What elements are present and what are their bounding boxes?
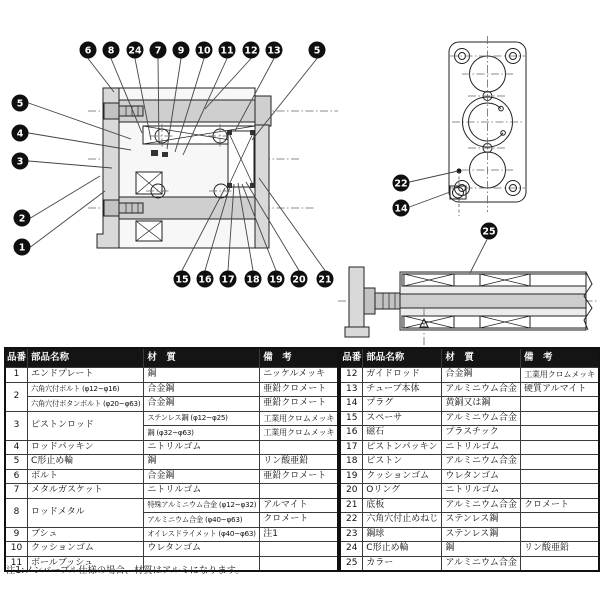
table-row	[5, 382, 338, 397]
callout-number: 18	[246, 274, 260, 286]
col-header-no: 品番	[340, 348, 363, 368]
table-row	[340, 397, 599, 412]
cell-no: 9	[5, 527, 28, 542]
cell-no: 8	[5, 498, 28, 527]
bottom-plate	[255, 125, 269, 248]
table-row	[340, 542, 599, 557]
cell-name: チューブ本体	[363, 382, 442, 397]
header-row	[5, 348, 338, 368]
cell-no: 4	[5, 440, 28, 455]
callout-balloon	[268, 271, 285, 288]
cell-no: 7	[5, 484, 28, 499]
cell-name: ガイドロッド	[363, 368, 442, 383]
cell-remarks: 工業用クロムメッキ	[520, 368, 599, 383]
cell-no: 17	[340, 440, 363, 455]
cell-remarks: 亜鉛クロメート	[260, 397, 339, 412]
cell-remarks	[520, 469, 599, 484]
table-row	[340, 382, 599, 397]
cell-remarks: 注1	[260, 527, 339, 542]
cell-name: Oリング	[363, 484, 442, 499]
cell-material: ウレタンゴム	[144, 542, 260, 557]
table-row	[340, 455, 599, 470]
cell-remarks	[520, 513, 599, 528]
callout-number: 5	[313, 45, 321, 57]
end-view	[449, 36, 526, 216]
callout-balloon	[243, 42, 260, 59]
side-section-view	[338, 267, 597, 346]
callout-number: 5	[16, 98, 24, 110]
cell-no: 3	[5, 411, 28, 440]
table-row	[5, 397, 338, 412]
callout-number: 24	[128, 45, 142, 57]
callout-balloon	[14, 239, 31, 256]
cell-name: 底板	[363, 498, 442, 513]
cell-name: カラー	[363, 556, 442, 571]
cell-no: 18	[340, 455, 363, 470]
table-row	[340, 498, 599, 513]
cell-name: 磁石	[363, 426, 442, 441]
cell-material: ニトリルゴム	[144, 440, 260, 455]
cell-name: プラグ	[363, 397, 442, 412]
callout-balloon	[150, 42, 167, 59]
footnote: 注1:ノンバーブル仕様の場合、材質はアルミになります。	[6, 565, 245, 576]
cell-no: 1	[5, 368, 28, 383]
cell-remarks: アルマイト	[260, 498, 339, 513]
col-header-material: 材 質	[442, 348, 521, 368]
cell-no: 25	[340, 556, 363, 571]
callout-balloon	[481, 223, 498, 240]
cell-remarks: 工業用クロムメッキ	[260, 411, 339, 426]
callout-balloon	[393, 200, 410, 217]
table-row	[5, 469, 338, 484]
main-section-view	[88, 88, 338, 248]
callout-number: 11	[220, 45, 234, 57]
callout-number: 3	[16, 156, 24, 168]
cell-name: C形止め輪	[363, 542, 442, 557]
callout-number: 20	[292, 274, 306, 286]
cell-material: 特殊アルミニウム合金 (φ12~φ32)	[144, 498, 260, 513]
rod-packing-detail	[162, 152, 168, 157]
callout-number: 21	[318, 274, 332, 286]
parts-table-left	[4, 347, 339, 572]
col-header-material: 材 質	[144, 348, 260, 368]
cell-material: 鋼 (φ32~φ63)	[144, 426, 260, 441]
callout-number: 1	[18, 242, 26, 254]
cell-remarks	[520, 397, 599, 412]
cell-material: 鋼	[144, 368, 260, 383]
cell-material: アルミニウム合金	[442, 382, 521, 397]
col-header-remarks: 備 考	[520, 348, 599, 368]
callout-balloon	[80, 42, 97, 59]
callout-number: 22	[394, 178, 408, 190]
cell-remarks: 工業用クロムメッキ	[260, 426, 339, 441]
callout-number: 12	[244, 45, 258, 57]
table-row	[340, 411, 599, 426]
callout-number: 19	[269, 274, 283, 286]
callout-number: 8	[107, 45, 115, 57]
cell-no: 20	[340, 484, 363, 499]
cell-remarks: ニッケルメッキ	[260, 368, 339, 383]
cell-material: ステンレス鋼 (φ12~φ25)	[144, 411, 260, 426]
callout-number: 2	[18, 213, 26, 225]
cell-no: 11	[5, 556, 28, 571]
cell-name: 六角穴付止めねじ	[363, 513, 442, 528]
cell-name: エンドプレート	[28, 368, 144, 383]
table-row	[5, 542, 338, 557]
table-row	[5, 411, 338, 426]
cell-no: 2	[5, 382, 28, 411]
callout-number: 16	[198, 274, 212, 286]
cell-remarks	[520, 455, 599, 470]
cell-name: ピストンパッキン	[363, 440, 442, 455]
callout-number: 17	[221, 274, 235, 286]
cell-name: スペーサ	[363, 411, 442, 426]
cell-remarks: リン酸亜鉛	[520, 542, 599, 557]
side-end-plate	[349, 267, 364, 327]
cell-name: ボールブッシュ	[28, 556, 144, 571]
cell-material: 合金鋼	[144, 382, 260, 397]
cell-material: 合金鋼	[144, 397, 260, 412]
cell-material: アルミニウム合金	[442, 498, 521, 513]
callout-balloon	[12, 125, 29, 142]
table-row	[5, 498, 338, 513]
cell-material: オイレスドライメット (φ40~φ63)	[144, 527, 260, 542]
callout-number: 10	[197, 45, 211, 57]
header-row	[340, 348, 599, 368]
cell-no: 6	[5, 469, 28, 484]
cell-name: ピストン	[363, 455, 442, 470]
callout-number: 9	[177, 45, 185, 57]
cell-material: ニトリルゴム	[442, 440, 521, 455]
col-header-name: 部品名称	[363, 348, 442, 368]
cell-material: アルミニウム合金 (φ40~φ63)	[144, 513, 260, 528]
cell-name: クッションゴム	[363, 469, 442, 484]
rod-metal-detail	[151, 150, 158, 156]
cell-material: 合金鋼	[442, 368, 521, 383]
col-header-name: 部品名称	[28, 348, 144, 368]
table-row	[340, 484, 599, 499]
piston-assembly	[227, 130, 255, 188]
callout-balloon	[12, 153, 29, 170]
cell-material: プラスチック	[442, 426, 521, 441]
cell-remarks: リン酸亜鉛	[260, 455, 339, 470]
parts-tables	[4, 347, 600, 572]
cell-no: 15	[340, 411, 363, 426]
side-rod-core	[400, 294, 586, 308]
cell-material: ニトリルゴム	[442, 484, 521, 499]
cell-no: 5	[5, 455, 28, 470]
cell-no: 23	[340, 527, 363, 542]
table-row	[340, 527, 599, 542]
cell-remarks	[520, 484, 599, 499]
cell-material: 鋼	[144, 455, 260, 470]
cell-name: ブシュ	[28, 527, 144, 542]
callout-balloon	[393, 175, 410, 192]
callout-number: 6	[84, 45, 92, 57]
cell-no: 22	[340, 513, 363, 528]
table-row	[340, 469, 599, 484]
table-row	[340, 426, 599, 441]
table-row	[5, 455, 338, 470]
callout-balloon	[220, 271, 237, 288]
cell-name: ロッドパッキン	[28, 440, 144, 455]
cell-remarks	[260, 542, 339, 557]
cell-remarks	[520, 411, 599, 426]
callout-balloon	[245, 271, 262, 288]
guide-rod-top-cap	[255, 96, 271, 126]
callout-balloon	[219, 42, 236, 59]
callout-balloon	[197, 271, 214, 288]
callout-number: 15	[175, 274, 189, 286]
parts-table-right	[339, 347, 600, 572]
callout-balloon	[173, 42, 190, 59]
callout-balloon	[103, 42, 120, 59]
cell-material: 鋼	[442, 542, 521, 557]
callout-balloon	[174, 271, 191, 288]
cell-material: アルミニウム合金	[442, 455, 521, 470]
cell-no: 21	[340, 498, 363, 513]
cell-material: 黄銅又は鋼	[442, 397, 521, 412]
cell-remarks: 硬質アルマイト	[520, 382, 599, 397]
cell-material: ステンレス鋼	[442, 513, 521, 528]
cell-no: 16	[340, 426, 363, 441]
cell-remarks	[520, 426, 599, 441]
callout-balloon	[266, 42, 283, 59]
cell-remarks	[260, 556, 339, 571]
cell-remarks	[520, 440, 599, 455]
cell-name: ロッドメタル	[28, 498, 144, 527]
cell-material: アルミニウム合金	[442, 556, 521, 571]
callout-balloon	[317, 271, 334, 288]
callout-balloon	[12, 95, 29, 112]
callout-number: 14	[394, 203, 408, 215]
cell-material: 合金鋼	[144, 469, 260, 484]
callout-balloon	[14, 210, 31, 227]
cell-remarks: クロメート	[520, 498, 599, 513]
cell-material: ウレタンゴム	[442, 469, 521, 484]
callout-number: 13	[267, 45, 281, 57]
callout-balloon	[127, 42, 144, 59]
cell-no: 24	[340, 542, 363, 557]
cell-remarks: 亜鉛クロメート	[260, 469, 339, 484]
cell-remarks	[260, 440, 339, 455]
cell-no: 12	[340, 368, 363, 383]
callout-balloon	[196, 42, 213, 59]
cell-remarks	[520, 527, 599, 542]
cell-remarks: 亜鉛クロメート	[260, 382, 339, 397]
table-row	[5, 368, 338, 383]
cell-material: ステンレス鋼	[442, 527, 521, 542]
col-header-remarks: 備 考	[260, 348, 339, 368]
table-row	[5, 484, 338, 499]
table-row	[340, 368, 599, 383]
cell-name: C形止め輪	[28, 455, 144, 470]
cell-remarks: クロメート	[260, 513, 339, 528]
cell-no: 19	[340, 469, 363, 484]
cell-name: メタルガスケット	[28, 484, 144, 499]
cell-no: 13	[340, 382, 363, 397]
cell-name: 六角穴付ボタンボルト (φ20~φ63)	[28, 397, 144, 412]
cell-name: ボルト	[28, 469, 144, 484]
cell-name: クッションゴム	[28, 542, 144, 557]
col-header-no: 品番	[5, 348, 28, 368]
table-row	[340, 556, 599, 571]
cell-no: 14	[340, 397, 363, 412]
callout-balloon	[309, 42, 326, 59]
cell-no: 10	[5, 542, 28, 557]
table-row	[340, 440, 599, 455]
table-row	[340, 513, 599, 528]
cell-name: 六角穴付ボルト (φ12~φ16)	[28, 382, 144, 397]
callout-number: 4	[16, 128, 24, 140]
cell-material: ニトリルゴム	[144, 484, 260, 499]
table-row	[5, 440, 338, 455]
callout-number: 7	[154, 45, 162, 57]
cell-remarks	[260, 484, 339, 499]
callout-number: 25	[482, 226, 496, 238]
cell-name: 鋼球	[363, 527, 442, 542]
table-row	[5, 527, 338, 542]
side-end-plate-foot	[345, 327, 369, 337]
cell-material: アルミニウム合金	[442, 411, 521, 426]
callout-balloon	[291, 271, 308, 288]
cell-remarks	[520, 556, 599, 571]
cell-name: ピストンロッド	[28, 411, 144, 440]
